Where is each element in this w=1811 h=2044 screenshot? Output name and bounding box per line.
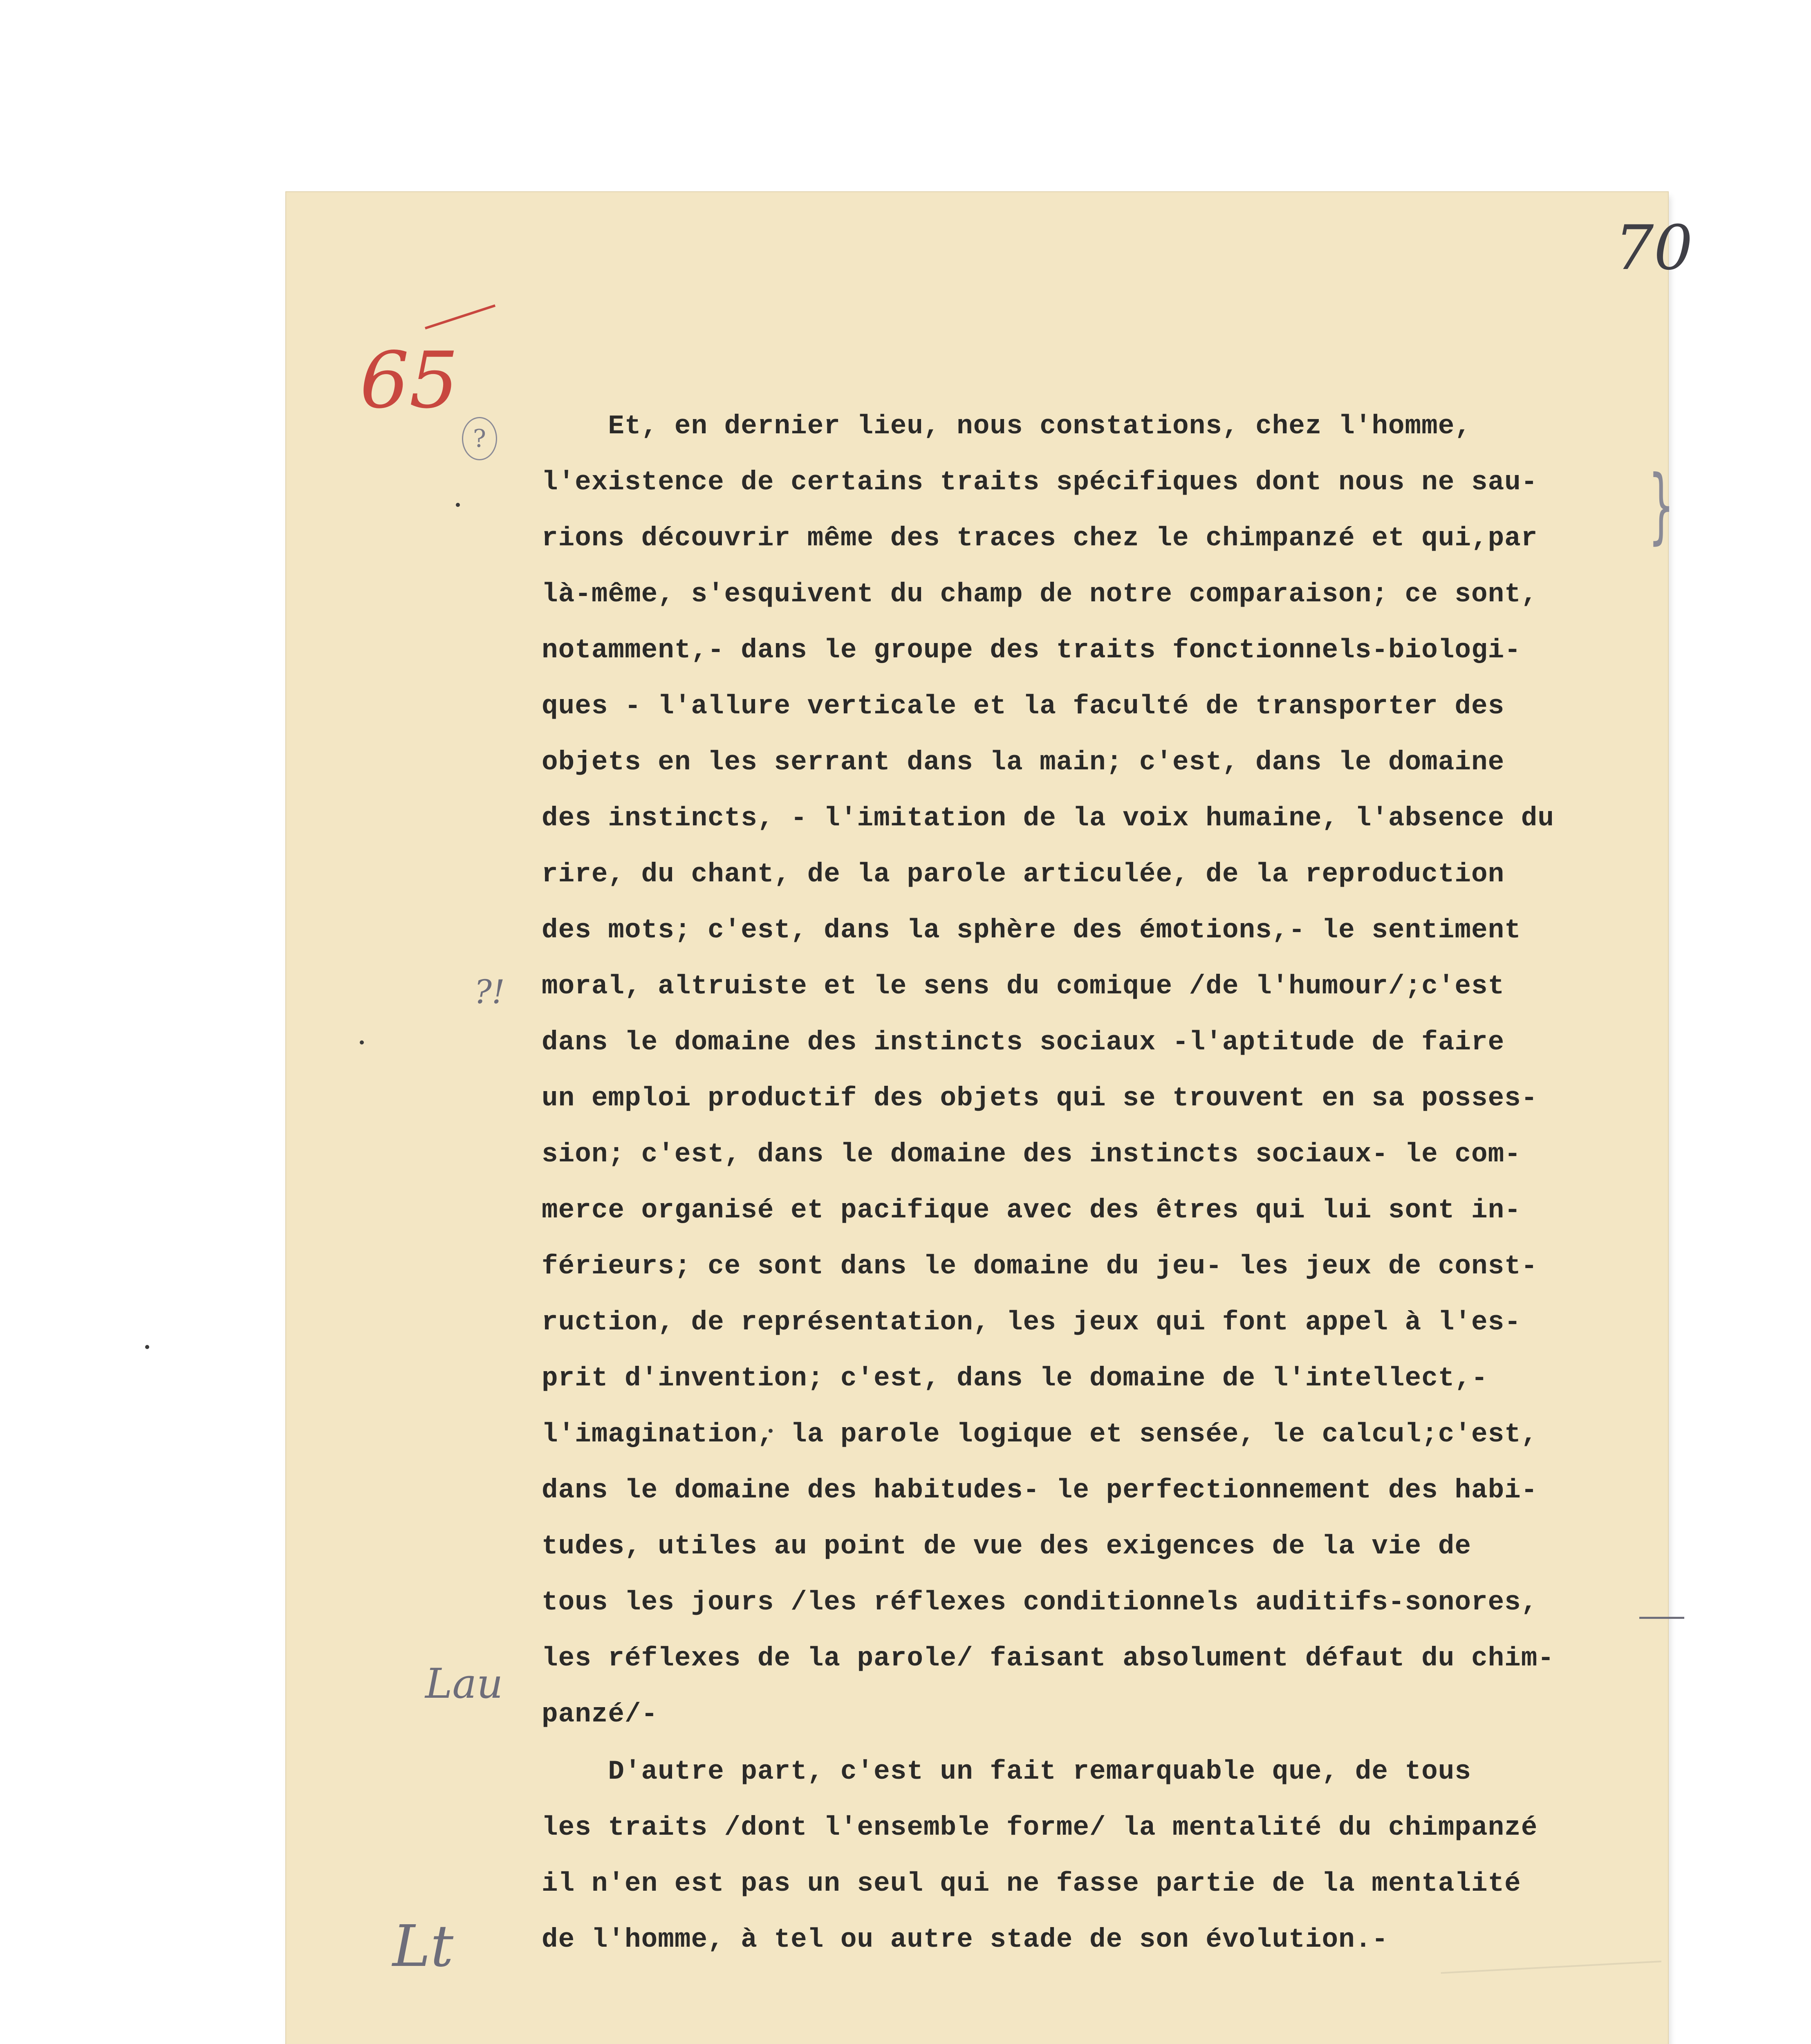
text-line: les traits /dont l'ensemble forme/ la mentalité du chimpanzé xyxy=(542,1812,1538,1843)
faded-stamp xyxy=(1441,1961,1666,2044)
ink-dot xyxy=(456,503,460,507)
text-line: ques - l'allure verticale et la faculté de transporter des xyxy=(542,691,1505,722)
margin-question-mark: ?! xyxy=(474,973,505,1011)
ink-dot xyxy=(145,1345,149,1349)
text-line: dans le domaine des instincts sociaux -l'aptitude de faire xyxy=(542,1027,1505,1058)
page-number: 70 xyxy=(1615,213,1693,284)
margin-note-lt: Lt xyxy=(392,1913,454,1980)
circled-question-mark: ? xyxy=(462,417,497,460)
text-line: là-même, s'esquivent du champ de notre comparaison; ce sont, xyxy=(542,579,1538,610)
text-line: sion; c'est, dans le domaine des instincts sociaux- le com- xyxy=(542,1139,1521,1170)
text-line: merce organisé et pacifique avec des êtres qui lui sont in- xyxy=(542,1195,1521,1226)
text-line: dans le domaine des habitudes- le perfectionnement des habi- xyxy=(542,1475,1538,1506)
text-line: les réflexes de la parole/ faisant absolument défaut du chim- xyxy=(542,1643,1554,1674)
text-line: rions découvrir même des traces chez le chimpanzé et qui,par xyxy=(542,523,1538,554)
text-line: tous les jours /les réflexes conditionnels auditifs-sonores, xyxy=(542,1587,1538,1618)
margin-dash-mark xyxy=(1639,1617,1684,1619)
text-line: de l'homme, à tel ou autre stade de son évolution.- xyxy=(542,1924,1388,1955)
text-line: rire, du chant, de la parole articulée, de la reproduction xyxy=(542,859,1505,890)
text-line: objets en les serrant dans la main; c'est, dans le domaine xyxy=(542,747,1505,778)
text-line: notamment,- dans le groupe des traits fonctionnels-biologi- xyxy=(542,635,1521,666)
text-line: il n'en est pas un seul qui ne fasse partie de la mentalité xyxy=(542,1868,1521,1899)
text-line: l'existence de certains traits spécifiques dont nous ne sau- xyxy=(542,467,1538,498)
ink-dot xyxy=(360,1040,364,1044)
text-line: l'imagination, la parole logique et sensée, le calcul;c'est, xyxy=(542,1419,1538,1450)
text-line: un emploi productif des objets qui se trouvent en sa posses- xyxy=(542,1083,1538,1114)
text-line: Et, en dernier lieu, nous constations, chez l'homme, xyxy=(542,411,1471,442)
red-archive-number: 65 xyxy=(360,335,459,426)
text-line: prit d'invention; c'est, dans le domaine de l'intellect,- xyxy=(542,1363,1488,1394)
text-line: férieurs; ce sont dans le domaine du jeu- les jeux de const- xyxy=(542,1251,1538,1282)
text-line: tudes, utiles au point de vue des exigences de la vie de xyxy=(542,1531,1471,1562)
text-line: des mots; c'est, dans la sphère des émotions,- le sentiment xyxy=(542,915,1521,946)
text-line: moral, altruiste et le sens du comique /de l'humour/;c'est xyxy=(542,971,1505,1002)
text-line: D'autre part, c'est un fait remarquable que, de tous xyxy=(542,1756,1471,1787)
margin-note-lau: Lau xyxy=(425,1660,503,1708)
text-line: ruction, de représentation, les jeux qui font appel à l'es- xyxy=(542,1307,1521,1338)
margin-brace-mark: } xyxy=(1648,458,1674,553)
text-line: panzé/- xyxy=(542,1699,658,1730)
text-line: des instincts, - l'imitation de la voix humaine, l'absence du xyxy=(542,803,1554,834)
